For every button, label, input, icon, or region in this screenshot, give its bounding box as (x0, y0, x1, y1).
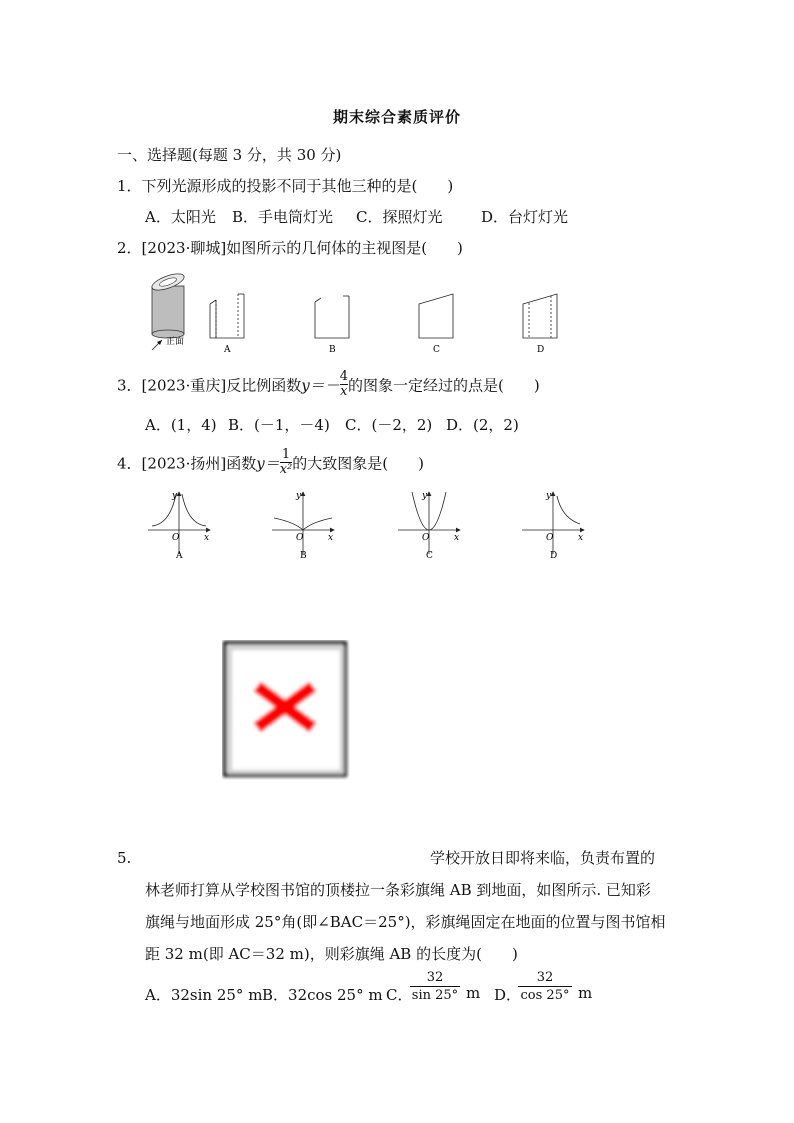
q5-option-c-denominator: sin 25° (411, 988, 459, 1003)
q2-solid-label: 正面 (166, 337, 185, 347)
q4-stem (117, 447, 424, 479)
q2-label-c: C (433, 345, 440, 355)
q5-option-d-denominator: cos 25° (520, 988, 570, 1003)
q4-label-a: A (176, 551, 183, 561)
q4-stem-post: 的大致图象是( ) (292, 454, 424, 473)
q3-option-d: D．(2，2) (446, 416, 519, 434)
page-title: 期末综合素质评价 (332, 108, 461, 126)
q2-label-d: D (537, 345, 545, 355)
section-heading: 一、选择题(每题 3 分，共 30 分) (117, 146, 342, 164)
q5-option-c-fraction (410, 970, 460, 1005)
q3-eq: y＝－ (301, 376, 340, 395)
q2-view-d (523, 294, 557, 338)
q4-label-b: B (300, 551, 307, 561)
q4-graph-d (522, 492, 584, 554)
q2-view-c (419, 294, 453, 338)
q4-d-axis-y: y (546, 491, 552, 501)
q4-c-axis-y: y (422, 491, 428, 501)
q5-option-d-label: D． (494, 986, 522, 1004)
q1-option-a: A．太阳光 (145, 208, 216, 226)
q5-option-c-unit: m (466, 984, 481, 1002)
q4-fraction (280, 448, 293, 477)
q4-graphs (144, 488, 604, 564)
q4-eq: y＝ (256, 454, 280, 473)
q4-b-axis-x: x (328, 533, 334, 543)
q2-figures (140, 272, 570, 358)
q4-d-axis-x: x (578, 533, 584, 543)
q4-a-axis-x: x (204, 533, 210, 543)
q1-stem: 1．下列光源形成的投影不同于其他三种的是( ) (117, 177, 454, 195)
q4-numerator: 1 (281, 447, 291, 462)
q5-option-b: B．32cos 25° m (262, 986, 383, 1004)
q2-label-a: A (224, 345, 231, 355)
q4-graph-c (398, 492, 460, 554)
q3-option-a: A．(1，4) (145, 416, 217, 434)
q3-option-b: B．(－1，－4) (228, 416, 330, 434)
q5-line3: 旗绳与地面形成 25°角(即∠BAC＝25°)，彩旗绳固定在地面的位置与图书馆相 (145, 913, 666, 931)
q4-b-axis-y: y (296, 491, 302, 501)
q4-graph-a (148, 492, 210, 554)
q5-option-a: A．32sin 25° m (145, 986, 263, 1004)
q5-option-d-fraction (518, 970, 572, 1005)
broken-image-icon (222, 640, 350, 780)
q3-stem (117, 369, 540, 401)
q5-number: 5. (117, 849, 132, 867)
q4-a-origin: O (172, 533, 180, 543)
q3-numerator: 4 (339, 369, 348, 384)
q4-label-c: C (426, 551, 433, 561)
q1-option-b: B．手电筒灯光 (232, 208, 334, 226)
q4-a-axis-y: y (172, 491, 178, 501)
q2-view-b (315, 296, 349, 338)
q3-denominator: x (340, 384, 348, 399)
q3-stem-post: 的图象一定经过的点是( ) (347, 376, 540, 395)
q3-option-c: C．(－2，2) (345, 416, 433, 434)
q5-line4: 距 32 m(即 AC＝32 m)，则彩旗绳 AB 的长度为( ) (145, 945, 518, 963)
q4-denominator: x² (279, 462, 293, 477)
q4-d-origin: O (546, 533, 554, 543)
q5-line1: 学校开放日即将来临，负责布置的 (430, 849, 656, 867)
q5-option-d-numerator: 32 (536, 970, 554, 985)
q4-b-origin: O (296, 533, 304, 543)
q2-stem: 2．[2023·聊城]如图所示的几何体的主视图是( ) (117, 239, 463, 257)
q3-stem-pre: 3．[2023·重庆]反比例函数 (117, 376, 302, 395)
q2-view-a (210, 294, 244, 338)
q4-stem-pre: 4．[2023·扬州]函数 (117, 454, 257, 473)
q4-c-origin: O (422, 533, 430, 543)
q4-label-d: D (550, 551, 558, 561)
q3-fraction (340, 370, 348, 399)
q4-c-axis-x: x (454, 533, 460, 543)
q1-option-c: C．探照灯光 (356, 208, 443, 226)
q4-graph-b (272, 492, 334, 554)
q1-option-d: D．台灯灯光 (481, 208, 569, 226)
q5-option-c-numerator: 32 (426, 970, 444, 985)
q2-label-b: B (329, 345, 336, 355)
q5-option-d-unit: m (578, 984, 593, 1002)
q5-line2: 林老师打算从学校图书馆的顶楼拉一条彩旗绳 AB 到地面，如图所示. 已知彩 (145, 881, 651, 899)
q5-option-c-label: C． (386, 986, 413, 1004)
